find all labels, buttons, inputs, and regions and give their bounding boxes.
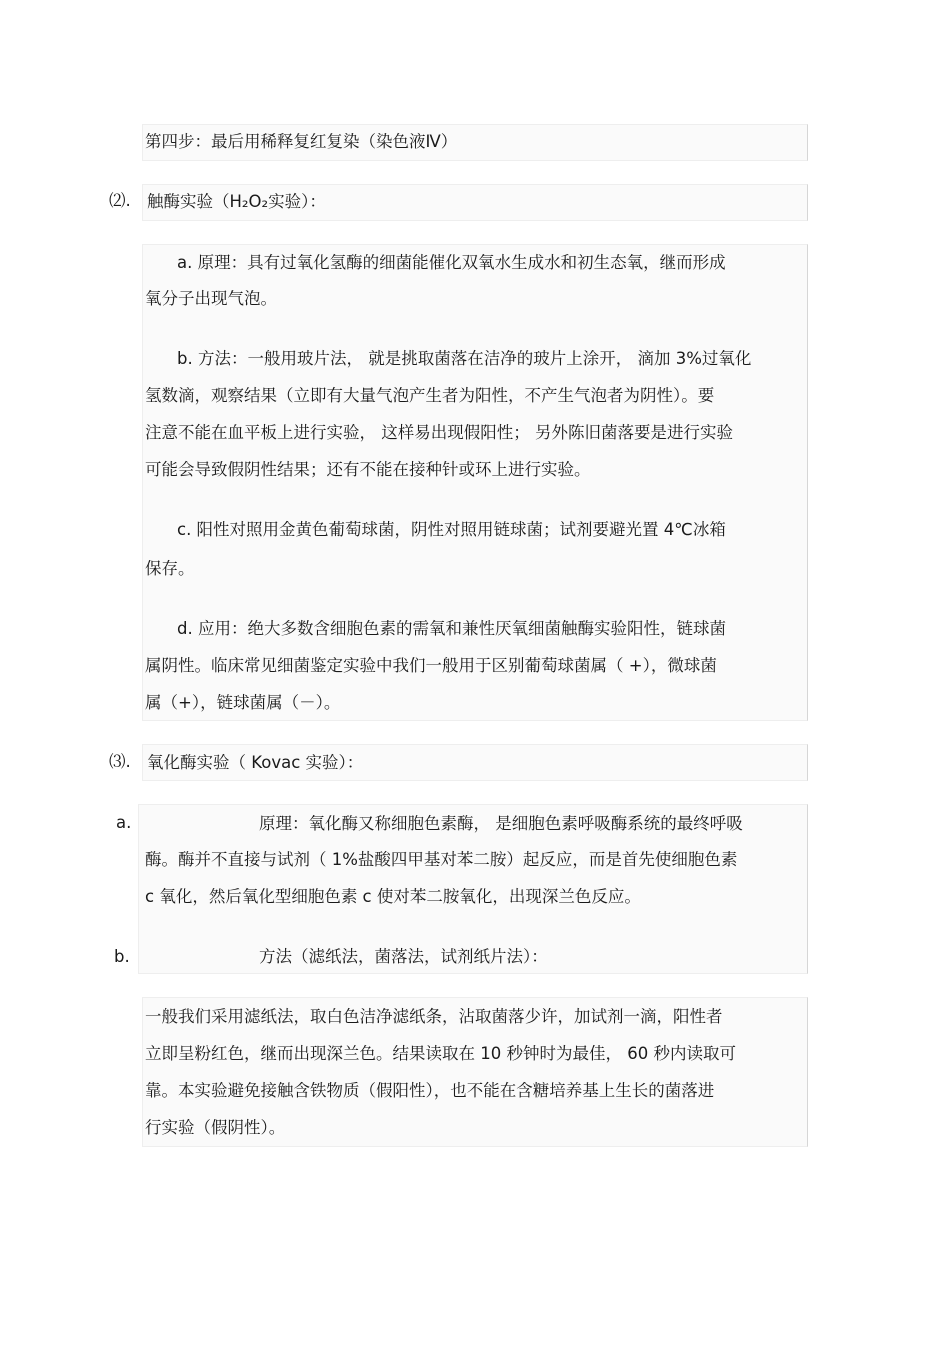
- oxidase-a-label: a.: [116, 813, 132, 832]
- catalase-heading-box: [142, 184, 808, 221]
- catalase-a-line-2: 氧分子出现气泡。: [145, 289, 277, 308]
- step4-box: [142, 124, 808, 161]
- oxidase-ab-box: [138, 804, 808, 974]
- catalase-content-box: [142, 244, 808, 721]
- catalase-c-line-1: c. 阳性对照用金黄色葡萄球菌，阴性对照用链球菌；试剂要避光置 4℃冰箱: [177, 520, 726, 539]
- catalase-c-line-2: 保存。: [145, 559, 195, 578]
- catalase-d-line-2: 属阴性。临床常见细菌鉴定实验中我们一般用于区别葡萄球菌属（ +），微球菌: [145, 656, 717, 675]
- oxidase-b-title: 方法（滤纸法，菌落法，试剂纸片法）：: [259, 947, 548, 966]
- step4-text: 第四步：最后用稀释复红复染（染色液Ⅳ）: [145, 132, 458, 151]
- catalase-b-line-4: 可能会导致假阴性结果；还有不能在接种针或环上进行实验。: [145, 460, 591, 479]
- oxidase-heading: 氧化酶实验（ Kovac 实验）：: [147, 753, 364, 772]
- oxidase-body-line-3: 靠。本实验避免接触含铁物质（假阳性），也不能在含糖培养基上生长的菌落进: [145, 1081, 715, 1100]
- oxidase-a-line-2: 酶。酶并不直接与试剂（ 1%盐酸四甲基对苯二胺）起反应，而是首先使细胞色素: [145, 850, 738, 869]
- catalase-b-line-2: 氢数滴，观察结果（立即有大量气泡产生者为阳性，不产生气泡者为阴性）。要: [145, 386, 715, 405]
- oxidase-body-line-1: 一般我们采用滤纸法，取白色洁净滤纸条，沾取菌落少许，加试剂一滴，阳性者: [145, 1007, 723, 1026]
- catalase-b-line-1: b. 方法：一般用玻片法， 就是挑取菌落在洁净的玻片上涂开， 滴加 3%过氧化: [177, 349, 752, 368]
- catalase-a-line-1: a. 原理：具有过氧化氢酶的细菌能催化双氧水生成水和初生态氧，继而形成: [177, 253, 726, 272]
- oxidase-body-line-4: 行实验（假阴性）。: [145, 1118, 286, 1137]
- oxidase-heading-box: [142, 744, 808, 781]
- catalase-b-line-3: 注意不能在血平板上进行实验， 这样易出现假阳性； 另外陈旧菌落要是进行实验: [145, 423, 733, 442]
- catalase-d-line-3: 属（+），链球菌属（－）。: [145, 693, 341, 712]
- oxidase-a-line-1: 原理：氧化酶又称细胞色素酶， 是细胞色素呼吸酶系统的最终呼吸: [259, 814, 743, 833]
- oxidase-number: ⑶.: [109, 752, 131, 771]
- catalase-number: ⑵.: [109, 191, 131, 210]
- oxidase-b-label: b.: [114, 947, 130, 966]
- catalase-d-line-1: d. 应用：绝大多数含细胞色素的需氧和兼性厌氧细菌触酶实验阳性，链球菌: [177, 619, 726, 638]
- oxidase-body-line-2: 立即呈粉红色，继而出现深兰色。结果读取在 10 秒钟时为最佳， 60 秒内读取可: [145, 1044, 736, 1063]
- catalase-heading: 触酶实验（H₂O₂实验）：: [147, 192, 326, 211]
- oxidase-a-line-3: c 氧化，然后氧化型细胞色素 c 使对苯二胺氧化，出现深兰色反应。: [145, 887, 641, 906]
- oxidase-method-box: [142, 997, 808, 1147]
